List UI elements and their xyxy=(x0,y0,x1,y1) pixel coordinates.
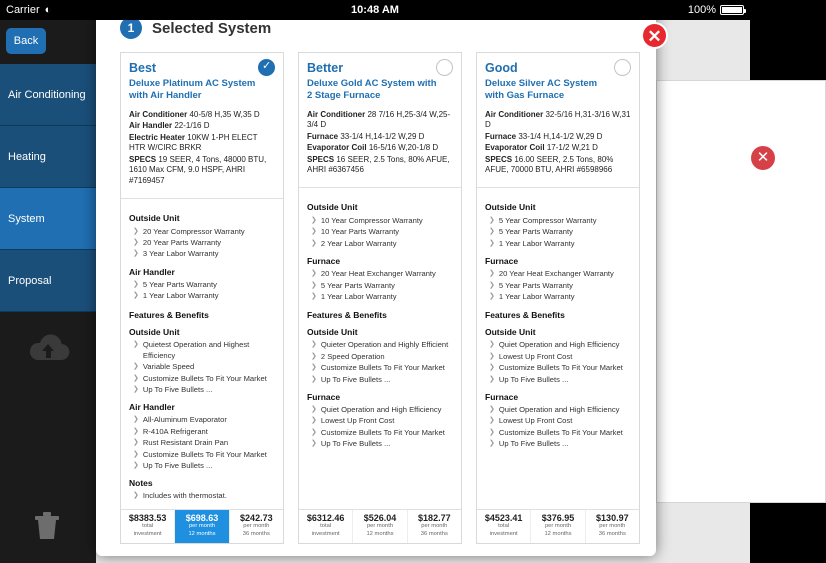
spec-label: Electric Heater xyxy=(129,132,186,142)
list-item-label: Customize Bullets To Fit Your Market xyxy=(498,427,623,437)
notes-title: Notes xyxy=(129,478,153,489)
divider xyxy=(121,198,283,199)
spec-label: SPECS xyxy=(485,154,513,164)
list-item xyxy=(307,438,453,449)
spec-label: Air Conditioner xyxy=(485,109,544,119)
chevron-right-icon: ❯ xyxy=(489,217,495,225)
price-footer xyxy=(299,509,461,543)
feature-group-title: Outside Unit xyxy=(307,327,358,338)
step-badge: 1 xyxy=(120,17,142,39)
list-item-label: Includes with thermostat. xyxy=(142,491,227,501)
chevron-right-icon: ❯ xyxy=(133,227,139,235)
list-item-label: Quietest Operation and Highest Efficiency xyxy=(142,339,250,360)
divider xyxy=(477,187,639,188)
list-item-label: All-Aluminum Evaporator xyxy=(142,415,227,425)
list-item-label: Lowest Up Front Cost xyxy=(498,351,573,361)
system-options-container xyxy=(120,52,640,544)
chevron-right-icon: ❯ xyxy=(133,292,139,300)
sidebar-item-label: Air Conditioning xyxy=(8,88,86,101)
feature-group-title: Outside Unit xyxy=(485,327,536,338)
list-item xyxy=(307,268,453,279)
chevron-right-icon: ❯ xyxy=(133,450,139,458)
price-label-line1: per month xyxy=(188,523,216,529)
specs-list xyxy=(477,108,639,185)
selected-system-modal xyxy=(96,8,662,556)
list-item-label: 2 Speed Operation xyxy=(320,351,385,361)
warranty-group-title: Air Handler xyxy=(129,266,175,277)
price-amount: $130.97 xyxy=(596,513,629,523)
list-item xyxy=(485,438,631,449)
warranty-group-title: Outside Unit xyxy=(307,202,358,213)
list-item-label: 5 Year Parts Warranty xyxy=(320,280,395,290)
list-item xyxy=(307,404,453,415)
price-amount: $182.77 xyxy=(418,513,451,523)
price-36-months[interactable] xyxy=(408,510,461,543)
chevron-right-icon: ❯ xyxy=(489,364,495,372)
list-item-label: 20 Year Heat Exchanger Warranty xyxy=(320,269,436,279)
list-item xyxy=(485,280,631,291)
carrier-label: Carrier xyxy=(6,4,40,16)
price-footer xyxy=(477,509,639,543)
spec-label: Air Handler xyxy=(129,121,173,131)
chevron-right-icon: ❯ xyxy=(489,405,495,413)
price-amount: $698.63 xyxy=(185,513,219,523)
spec-value: 19 SEER, 4 Tons, 48000 BTU, 1610 Max CFM, 9.0 HSPF, AHRI #7169457 xyxy=(129,154,267,186)
trash-icon[interactable] xyxy=(33,509,61,541)
list-item-label: Lowest Up Front Cost xyxy=(320,416,395,426)
list-item xyxy=(129,226,275,237)
price-label-line2: investment xyxy=(133,530,162,537)
chevron-right-icon: ❯ xyxy=(489,440,495,448)
select-radio[interactable] xyxy=(614,59,631,76)
back-button[interactable]: Back xyxy=(6,28,46,54)
list-item xyxy=(129,384,275,395)
list-item-label: Up To Five Bullets ... xyxy=(320,374,391,384)
chevron-right-icon: ❯ xyxy=(133,250,139,258)
price-footer xyxy=(121,509,283,543)
chevron-right-icon: ❯ xyxy=(311,217,317,225)
feature-group-title: Outside Unit xyxy=(129,326,180,337)
chevron-right-icon: ❯ xyxy=(489,352,495,360)
left-navigation xyxy=(0,20,96,563)
feature-group-title: Air Handler xyxy=(129,402,175,413)
chevron-right-icon: ❯ xyxy=(133,238,139,246)
list-item xyxy=(129,248,275,259)
chevron-right-icon: ❯ xyxy=(489,228,495,236)
specs-list xyxy=(299,108,461,185)
background-column xyxy=(656,80,826,503)
price-label-line2: investment xyxy=(311,530,340,537)
chevron-right-icon: ❯ xyxy=(489,417,495,425)
battery-percent-label: 100% xyxy=(687,4,716,16)
list-item xyxy=(129,414,275,425)
list-item-label: Quiet Operation and High Efficiency xyxy=(498,340,620,350)
list-item-label: Customize Bullets To Fit Your Market xyxy=(498,363,623,373)
chevron-right-icon: ❯ xyxy=(133,374,139,382)
chevron-right-icon: ❯ xyxy=(133,492,139,500)
spec-value: 33-1/4 H,14-1/2 W,29 D xyxy=(340,131,425,141)
list-item xyxy=(485,268,631,279)
card-body xyxy=(121,205,283,509)
chevron-right-icon: ❯ xyxy=(311,281,317,289)
list-item xyxy=(307,226,453,237)
spec-label: Furnace xyxy=(485,131,517,141)
list-item xyxy=(307,215,453,226)
spec-value: 32-5/16 H,31-3/16 W,31 D xyxy=(485,109,631,130)
status-bar xyxy=(0,0,750,20)
price-amount: $376.95 xyxy=(541,513,575,523)
chevron-right-icon: ❯ xyxy=(133,280,139,288)
list-item-label: 20 Year Parts Warranty xyxy=(142,237,222,247)
clock-label: 10:48 AM xyxy=(351,4,399,16)
chevron-right-icon: ❯ xyxy=(489,375,495,383)
price-total[interactable] xyxy=(477,510,531,543)
list-item xyxy=(307,362,453,373)
chevron-right-icon: ❯ xyxy=(311,440,317,448)
list-item-label: 2 Year Labor Warranty xyxy=(320,238,397,248)
tier-label: Better xyxy=(307,61,344,75)
list-item xyxy=(307,238,453,249)
chevron-right-icon: ❯ xyxy=(311,352,317,360)
price-amount: $526.04 xyxy=(363,513,397,523)
list-item-label: Quiet Operation and High Efficiency xyxy=(498,404,620,414)
list-item xyxy=(485,351,631,362)
chevron-right-icon: ❯ xyxy=(133,462,139,470)
list-item xyxy=(129,449,275,460)
chevron-right-icon: ❯ xyxy=(311,292,317,300)
spec-label: Evaporator Coil xyxy=(307,143,367,153)
spec-label: Furnace xyxy=(307,131,339,141)
list-item-label: Customize Bullets To Fit Your Market xyxy=(320,363,445,373)
list-item xyxy=(307,374,453,385)
price-12-months[interactable] xyxy=(531,510,585,543)
spec-value: 16.00 SEER, 2.5 Tons, 80% AFUE, 70000 BTU, AHRI #6598966 xyxy=(485,154,614,175)
list-item xyxy=(129,237,275,248)
battery-icon xyxy=(720,5,744,15)
tier-label: Good xyxy=(485,61,518,75)
list-item xyxy=(129,361,275,372)
chevron-right-icon: ❯ xyxy=(311,341,317,349)
spec-label: SPECS xyxy=(129,154,157,164)
price-12-months[interactable] xyxy=(353,510,407,543)
card-body xyxy=(299,194,461,509)
price-label-line1: total xyxy=(142,523,154,529)
price-label-line2: 36 months xyxy=(242,530,270,537)
chevron-right-icon: ❯ xyxy=(311,428,317,436)
features-title: Features & Benefits xyxy=(129,309,209,320)
spec-value: 16-5/16 W,20-1/8 D xyxy=(368,143,439,153)
chevron-right-icon: ❯ xyxy=(133,340,139,348)
list-item-label: Quieter Operation and Highly Efficient xyxy=(320,340,449,350)
list-item-label: 20 Year Compressor Warranty xyxy=(142,226,245,236)
chevron-right-icon: ❯ xyxy=(489,281,495,289)
list-item xyxy=(129,279,275,290)
chevron-right-icon: ❯ xyxy=(311,417,317,425)
features-title: Features & Benefits xyxy=(485,310,565,321)
list-item-label: 1 Year Labor Warranty xyxy=(498,238,575,248)
price-amount: $4523.41 xyxy=(484,513,523,523)
chevron-right-icon: ❯ xyxy=(133,427,139,435)
price-label-line1: per month xyxy=(366,523,394,529)
close-icon[interactable]: ✕ xyxy=(641,22,668,49)
chevron-right-icon: ❯ xyxy=(311,364,317,372)
warranty-group-title: Furnace xyxy=(307,256,341,267)
chevron-right-icon: ❯ xyxy=(311,270,317,278)
chevron-right-icon: ❯ xyxy=(489,239,495,247)
chevron-right-icon: ❯ xyxy=(489,428,495,436)
spec-label: SPECS xyxy=(307,154,335,164)
list-item xyxy=(129,373,275,384)
list-item-label: 5 Year Compressor Warranty xyxy=(498,216,597,226)
warranty-group-title: Furnace xyxy=(485,256,519,267)
card-header xyxy=(299,53,461,108)
list-item-label: 10 Year Compressor Warranty xyxy=(320,216,423,226)
spec-value: 10KW 1-PH ELECT HTR W/CIRC BRKR xyxy=(129,132,258,153)
list-item-label: Lowest Up Front Cost xyxy=(498,416,573,426)
cloud-upload-icon[interactable] xyxy=(26,338,70,364)
list-item-label: Up To Five Bullets ... xyxy=(498,439,569,449)
system-name: Deluxe Platinum AC System with Air Handler xyxy=(129,78,256,101)
price-36-months[interactable] xyxy=(230,510,283,543)
spec-value: 28 7/16 H,25-3/4 W,25-3/4 D xyxy=(307,109,451,130)
sidebar-item-air-conditioning[interactable] xyxy=(0,64,96,126)
list-item-label: 20 Year Heat Exchanger Warranty xyxy=(498,269,614,279)
sidebar-item-label: Proposal xyxy=(8,274,52,287)
price-label-line2: investment xyxy=(489,530,518,537)
list-item-label: Rust Resistant Drain Pan xyxy=(142,438,229,448)
system-option-card-good[interactable] xyxy=(476,52,640,544)
list-item xyxy=(129,490,275,501)
system-option-card-best[interactable] xyxy=(120,52,284,544)
select-radio[interactable] xyxy=(436,59,453,76)
sidebar-item-system[interactable] xyxy=(0,188,96,250)
list-item xyxy=(485,427,631,438)
select-radio[interactable] xyxy=(258,59,275,76)
spec-value: 16 SEER, 2.5 Tons, 80% AFUE, AHRI #6367456 xyxy=(307,154,450,175)
spec-value: 33-1/4 H,14-1/2 W,29 D xyxy=(518,131,603,141)
list-item xyxy=(129,339,275,362)
list-item xyxy=(485,291,631,302)
list-item xyxy=(129,460,275,471)
sidebar-item-heating[interactable] xyxy=(0,126,96,188)
list-item-label: Quiet Operation and High Efficiency xyxy=(320,404,442,414)
system-option-card-better[interactable] xyxy=(298,52,462,544)
price-label-line2: 12 months xyxy=(544,530,572,537)
spec-label: Evaporator Coil xyxy=(485,143,545,153)
price-label-line2: 12 months xyxy=(188,530,216,537)
tier-label: Best xyxy=(129,61,157,75)
list-item xyxy=(129,290,275,301)
list-item-label: R-410A Refrigerant xyxy=(142,426,208,436)
page-title: Selected System xyxy=(152,19,272,37)
list-item-label: 5 Year Parts Warranty xyxy=(498,227,573,237)
spec-label: Air Conditioner xyxy=(307,109,366,119)
price-label-line1: total xyxy=(498,523,510,529)
status-bar-right xyxy=(688,0,744,20)
price-total[interactable] xyxy=(121,510,175,543)
spec-value: 22-1/16 D xyxy=(174,121,210,131)
list-item xyxy=(485,238,631,249)
list-item xyxy=(129,437,275,448)
list-item xyxy=(485,226,631,237)
list-item xyxy=(485,374,631,385)
spec-value: 40-5/8 H,35 W,35 D xyxy=(189,109,260,119)
price-label-line1: per month xyxy=(421,523,448,529)
feature-group-title: Furnace xyxy=(485,391,519,402)
sidebar-item-label: System xyxy=(8,212,45,225)
wifi-icon: ◐ xyxy=(44,4,52,16)
chevron-right-icon: ❯ xyxy=(133,439,139,447)
list-item-label: 1 Year Labor Warranty xyxy=(142,291,219,301)
warranty-group-title: Outside Unit xyxy=(129,212,180,223)
chevron-right-icon: ❯ xyxy=(133,386,139,394)
price-label-line2: 12 months xyxy=(366,530,394,537)
feature-group-title: Furnace xyxy=(307,391,341,402)
chevron-right-icon: ❯ xyxy=(133,416,139,424)
features-title: Features & Benefits xyxy=(307,310,387,321)
list-item xyxy=(307,427,453,438)
list-item xyxy=(485,415,631,426)
list-item-label: Variable Speed xyxy=(142,362,195,372)
sidebar-item-label: Heating xyxy=(8,150,46,163)
list-item-label: 1 Year Labor Warranty xyxy=(498,291,575,301)
list-item-label: 3 Year Labor Warranty xyxy=(142,249,219,259)
list-item xyxy=(307,291,453,302)
sidebar-item-proposal[interactable] xyxy=(0,250,96,312)
list-item-label: Customize Bullets To Fit Your Market xyxy=(142,373,267,383)
divider xyxy=(299,187,461,188)
chevron-right-icon: ❯ xyxy=(311,239,317,247)
list-item-label: Up To Five Bullets ... xyxy=(142,461,213,471)
price-amount: $242.73 xyxy=(240,513,273,523)
chevron-right-icon: ❯ xyxy=(489,292,495,300)
price-36-months[interactable] xyxy=(586,510,639,543)
list-item-label: Customize Bullets To Fit Your Market xyxy=(320,427,445,437)
list-item xyxy=(485,404,631,415)
system-name: Deluxe Gold AC System with 2 Stage Furnace xyxy=(307,78,437,101)
list-item-label: 5 Year Parts Warranty xyxy=(498,280,573,290)
list-item xyxy=(307,280,453,291)
price-label-line1: per month xyxy=(544,523,572,529)
chevron-right-icon: ❯ xyxy=(311,228,317,236)
specs-list xyxy=(121,108,283,196)
price-label-line2: 36 months xyxy=(598,530,626,537)
card-header xyxy=(121,53,283,108)
chevron-right-icon: ❯ xyxy=(489,270,495,278)
list-item-label: 5 Year Parts Warranty xyxy=(142,279,217,289)
list-item xyxy=(485,339,631,350)
list-item xyxy=(485,215,631,226)
list-item xyxy=(307,351,453,362)
price-label-line1: total xyxy=(320,523,332,529)
spec-value: 17-1/2 W,21 D xyxy=(546,143,598,153)
price-label-line1: per month xyxy=(599,523,626,529)
list-item xyxy=(485,362,631,373)
list-item xyxy=(307,415,453,426)
chevron-right-icon: ❯ xyxy=(311,405,317,413)
price-amount: $6312.46 xyxy=(306,513,345,523)
card-body xyxy=(477,194,639,509)
list-item-label: Customize Bullets To Fit Your Market xyxy=(142,449,267,459)
chevron-right-icon: ❯ xyxy=(133,363,139,371)
list-item-label: 1 Year Labor Warranty xyxy=(320,291,397,301)
price-label-line1: per month xyxy=(243,523,270,529)
list-item xyxy=(129,426,275,437)
chevron-right-icon: ❯ xyxy=(489,341,495,349)
price-amount: $8383.53 xyxy=(128,513,167,523)
background-close-icon[interactable]: ✕ xyxy=(751,146,775,170)
price-total[interactable] xyxy=(299,510,353,543)
list-item-label: Up To Five Bullets ... xyxy=(142,385,213,395)
list-item-label: 10 Year Parts Warranty xyxy=(320,227,400,237)
chevron-right-icon: ❯ xyxy=(311,375,317,383)
price-12-months[interactable] xyxy=(175,510,229,543)
spec-label: Air Conditioner xyxy=(129,109,188,119)
list-item-label: Up To Five Bullets ... xyxy=(498,374,569,384)
price-label-line2: 36 months xyxy=(420,530,448,537)
list-item xyxy=(307,339,453,350)
card-header xyxy=(477,53,639,108)
warranty-group-title: Outside Unit xyxy=(485,202,536,213)
list-item-label: Up To Five Bullets ... xyxy=(320,439,391,449)
system-name: Deluxe Silver AC System with Gas Furnace xyxy=(485,78,598,101)
